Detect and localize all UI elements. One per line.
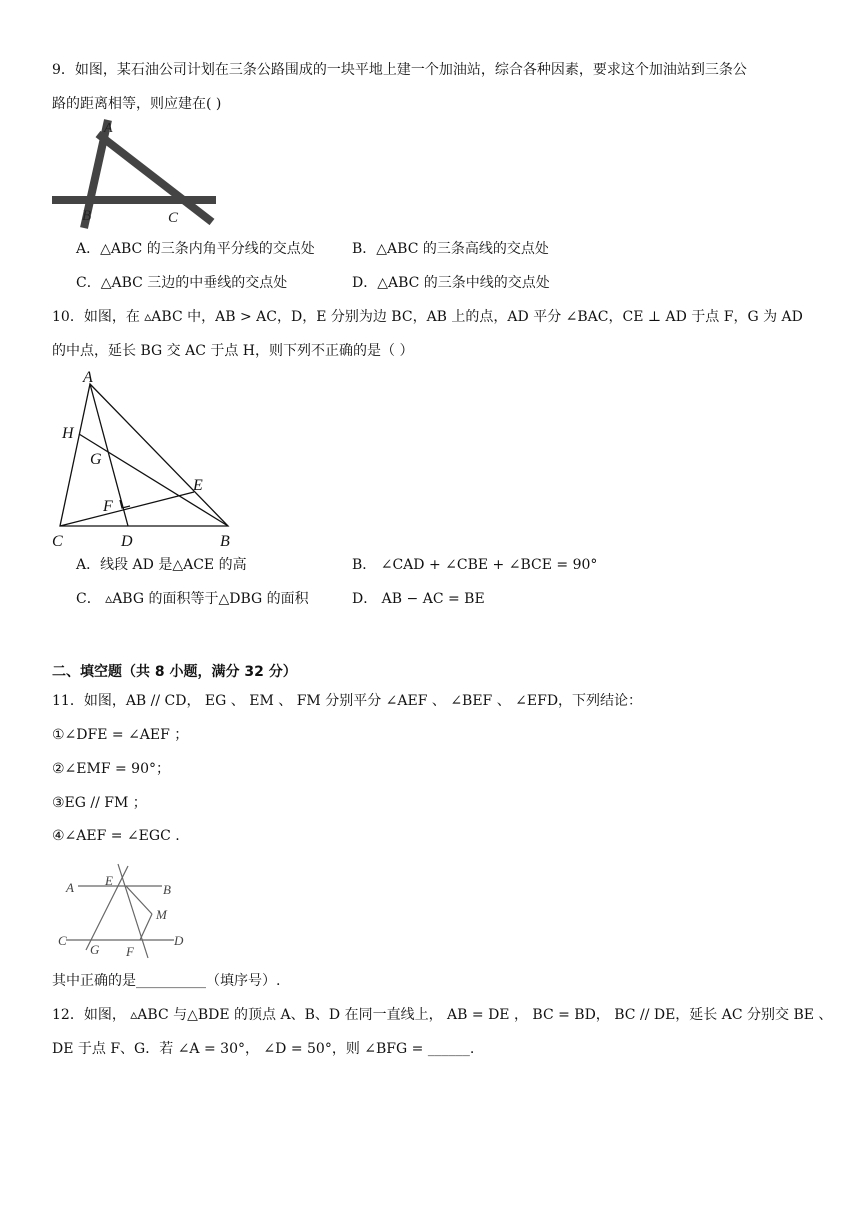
q10-label-g: G	[90, 451, 102, 468]
q9-label-b: B	[82, 208, 92, 224]
q9-label-c: C	[168, 210, 179, 226]
q10-option-a: A．线段 AD 是△ACE 的高	[76, 557, 247, 573]
q11-conclusion-2: ②∠EMF = 90°；	[52, 761, 170, 777]
q11-label-g: G	[90, 942, 100, 957]
q11-conclusion-1: ①∠DFE = ∠AEF ；	[52, 727, 189, 743]
q9-stem-line1: 9．如图，某石油公司计划在三条公路围成的一块平地上建一个加油站，综合各种因素，要求这个加油站到三条公	[52, 62, 747, 78]
q10-option-d: D． AB − AC = BE	[352, 591, 485, 607]
q11-conclusion-4: ④∠AEF = ∠EGC .	[52, 828, 180, 844]
q9-stem-line2: 路的距离相等，则应建在( )	[52, 96, 222, 112]
q10-label-d: D	[121, 533, 133, 550]
q11-label-f: F	[126, 944, 134, 959]
q10-stem-line1: 10．如图，在 ▵ABC 中，AB > AC，D，E 分别为边 BC，AB 上的点，AD 平分 ∠BAC，CE ⊥ AD 于点 F，G 为 AD	[52, 309, 803, 325]
q10-label-a: A	[83, 369, 93, 386]
q11-label-e: E	[105, 873, 113, 888]
q12-stem-line1: 12．如图， ▵ABC 与△BDE 的顶点 A、B、D 在同一直线上， AB = DE ， BC = BD， BC // DE，延长 AC 分别交 BE 、	[52, 1007, 833, 1023]
q10-stem-line2: 的中点，延长 BG 交 AC 于点 H，则下列不正确的是（ ）	[52, 343, 414, 359]
q9-option-c: C．△ABC 三边的中垂线的交点处	[76, 275, 288, 291]
q10-option-c: C． ▵ABG 的面积等于△DBG 的面积	[76, 591, 309, 607]
q11-label-d: D	[174, 933, 184, 948]
q10-label-f: F	[103, 498, 113, 515]
q10-label-e: E	[193, 477, 203, 494]
q11-stem: 11．如图，AB // CD， EG 、 EM 、 FM 分别平分 ∠AEF 、 ∠BEF 、 ∠EFD，下列结论：	[52, 693, 643, 709]
q9-option-d: D．△ABC 的三条中线的交点处	[352, 275, 550, 291]
q11-label-c: C	[58, 933, 67, 948]
q11-answer-line: 其中正确的是__________（填序号）.	[52, 973, 281, 989]
q10-triangle-figure	[0, 360, 260, 550]
q9-option-b: B．△ABC 的三条高线的交点处	[352, 241, 549, 257]
q11-parallel-lines-figure	[56, 862, 196, 962]
q10-label-h: H	[62, 425, 74, 442]
q11-conclusion-3: ③EG // FM ；	[52, 795, 147, 811]
q11-label-b: B	[163, 882, 171, 897]
q10-label-c: C	[52, 533, 63, 550]
q9-label-a: A	[104, 121, 113, 136]
q11-label-m: M	[156, 907, 167, 922]
q10-option-b: B． ∠CAD + ∠CBE + ∠BCE = 90°	[352, 557, 598, 573]
q12-stem-line2: DE 于点 F、G．若 ∠A = 30°， ∠D = 50°，则 ∠BFG = ______.	[52, 1041, 475, 1057]
q9-option-a: A．△ABC 的三条内角平分线的交点处	[76, 241, 315, 257]
q11-label-a: A	[66, 880, 74, 895]
section-2-title: 二、填空题（共 8 小题，满分 32 分）	[52, 664, 297, 680]
q9-roads-figure	[50, 118, 220, 230]
q10-label-b: B	[220, 533, 230, 550]
